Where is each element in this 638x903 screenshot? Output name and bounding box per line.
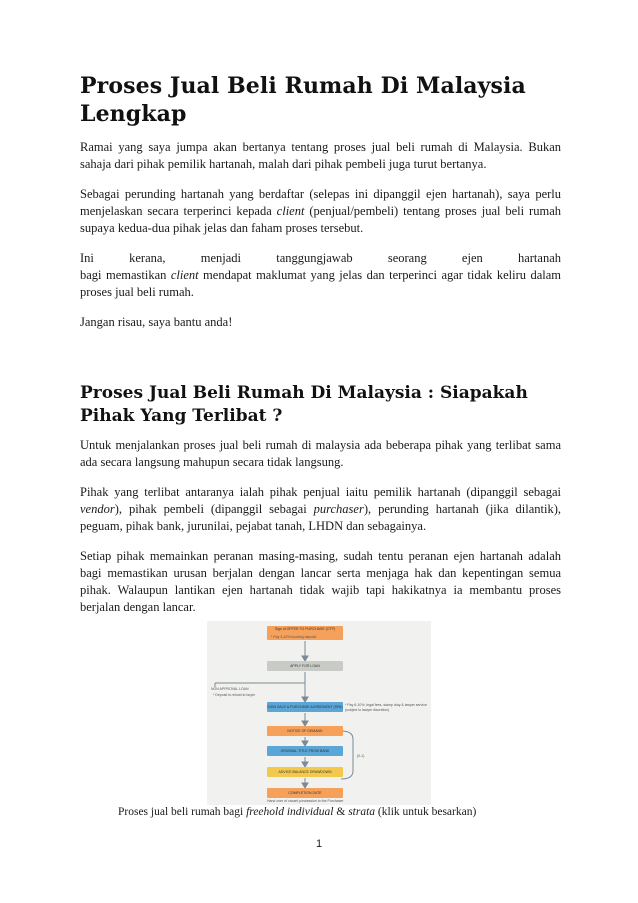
flowchart-image[interactable] xyxy=(207,621,431,805)
flow-note-non-approval: NON APPROVAL LOAN xyxy=(211,687,249,691)
page-number: 1 xyxy=(315,838,323,850)
flow-step-completion: COMPLETION DATE xyxy=(267,788,343,798)
flow-step-notice: NOTICE OF DEMAND xyxy=(267,726,343,736)
flow-step-title: ORIGINAL TITLE FROM BANK xyxy=(267,746,343,756)
figure-caption[interactable]: Proses jual beli rumah bagi freehold individual & strata (klik untuk besarkan) xyxy=(118,806,477,818)
section-paragraph-2: Pihak yang terlibat antaranya ialah pihak penjual iaitu pemilik hartanah (dipanggil sebagai vendor), pihak pembeli (dipanggil sebagai purchaser), perunding hartanah (jika dilantik), peguam, pihak bank, jurunilai, pejabat tanah, LHDN dan sebagainya. xyxy=(80,485,561,533)
flow-step-drawdown: ADVICE BALANCE DRAWDOWN xyxy=(267,767,343,777)
intro-paragraph-1: Ramai yang saya jumpa akan bertanya tentang proses jual beli rumah di Malaysia. Bukan sahaja dari pihak pemilik hartanah, malah dari pihak pembeli juga turut bertanya. xyxy=(80,140,561,171)
flow-note-range: (0-1) xyxy=(357,754,365,758)
flow-note-handover: Hand over of vacant possession to the Purchaser xyxy=(267,799,344,803)
flow-note-fees: * Pay 6-10%, legal fees, stamp duty & lawyer service (subject to lawyer discretion) xyxy=(345,703,427,712)
flow-step-loan: APPLY FOR LOAN xyxy=(267,661,343,671)
section-paragraph-3: Setiap pihak memainkan peranan masing-masing, sudah tentu peranan ejen hartanah adalah bagi memastikan urusan berjalan dengan lancar serta menjaga hak dan kepentingan semua pihak. Walaupun lantikan ejen hartanah tidak wajib tapi hakikatnya ia membantu proses berjalan dengan lancar. xyxy=(80,549,561,614)
intro-paragraph-2: Sebagai perunding hartanah yang berdaftar (selepas ini dipanggil ejen hartanah), saya perlu menjelaskan secara terperinci kepada client (penjual/pembeli) tentang proses jual beli rumah supaya kedua-dua pihak jelas dan faham proses tersebut. xyxy=(80,187,561,235)
section-paragraph-1: Untuk menjalankan proses jual beli rumah di malaysia ada beberapa pihak yang terlibat sama ada secara langsung mahupun secara tidak langsung. xyxy=(80,438,561,469)
flow-note-refund: * Deposit is refund to buyer xyxy=(213,693,256,697)
intro-paragraph-4: Jangan risau, saya bantu anda! xyxy=(80,315,233,329)
page-title: Proses Jual Beli Rumah Di Malaysia Lengkap xyxy=(80,73,526,127)
section-heading: Proses Jual Beli Rumah Di Malaysia : Siapakah Pihak Yang Terlibat ? xyxy=(80,383,528,426)
intro-paragraph-3: Ini kerana, menjadi tanggungjawab seorang ejen hartanah bagi memastikan client mendapat maklumat yang jelas dan terperinci agar tidak keliru dalam proses jual beli rumah. xyxy=(80,251,562,299)
flow-note-deposit: * Pay 3-10% booking deposit xyxy=(271,635,316,639)
flow-step-spa: SIGN SALE & PURCHASE AGREEMENT (SPA) xyxy=(267,702,343,712)
flowchart-arrows xyxy=(207,621,431,805)
flow-step-offer: Sign of OFFER TO PURCHASE (OTP) xyxy=(267,626,343,640)
document-body xyxy=(80,72,561,629)
